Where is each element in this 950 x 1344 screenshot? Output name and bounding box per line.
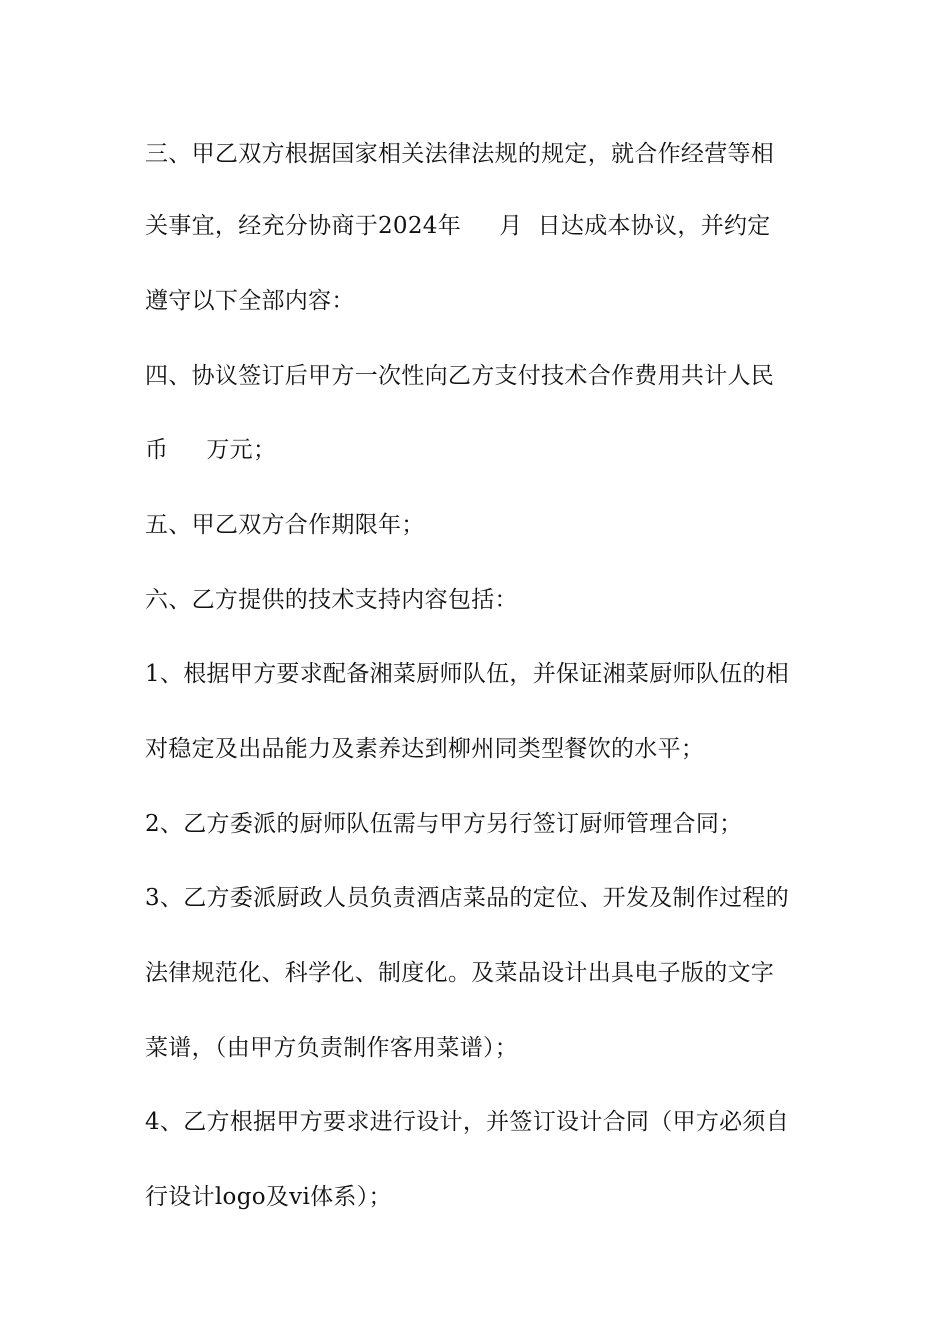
paragraph-line: 菜谱，（由甲方负责制作客用菜谱）； [145,1035,519,1061]
paragraph-line: 六、乙方提供的技术支持内容包括： [145,587,518,613]
paragraph-line: 三、甲乙双方根据国家相关法律法规的规定，就合作经营等相 [145,141,775,167]
paragraph-line: 币 万元； [145,437,277,463]
paragraph-line: 法律规范化、科学化、制度化。及菜品设计出具电子版的文字 [145,960,775,986]
paragraph-line: 四、协议签订后甲方一次性向乙方支付技术合作费用共计人民 [145,363,775,389]
paragraph-line: 对稳定及出品能力及素养达到柳州同类型餐饮的水平； [145,736,705,762]
paragraph-line: 五、甲乙双方合作期限年； [145,512,425,538]
paragraph-line: 3、乙方委派厨政人员负责酒店菜品的定位、开发及制作过程的 [145,885,790,911]
paragraph-line: 1、根据甲方要求配备湘菜厨师队伍，并保证湘菜厨师队伍的相 [145,661,790,687]
paragraph-line: 遵守以下全部内容： [145,288,355,314]
paragraph-line: 2、乙方委派的厨师队伍需与甲方另行签订厨师管理合同； [145,811,743,837]
paragraph-line: 行设计logo及vi体系）； [145,1184,392,1210]
paragraph-line: 4、乙方根据甲方要求进行设计，并签订设计合同（甲方必须自 [145,1109,790,1135]
paragraph-line: 关事宜，经充分协商于2024年 月 日达成本协议，并约定 [145,213,771,239]
